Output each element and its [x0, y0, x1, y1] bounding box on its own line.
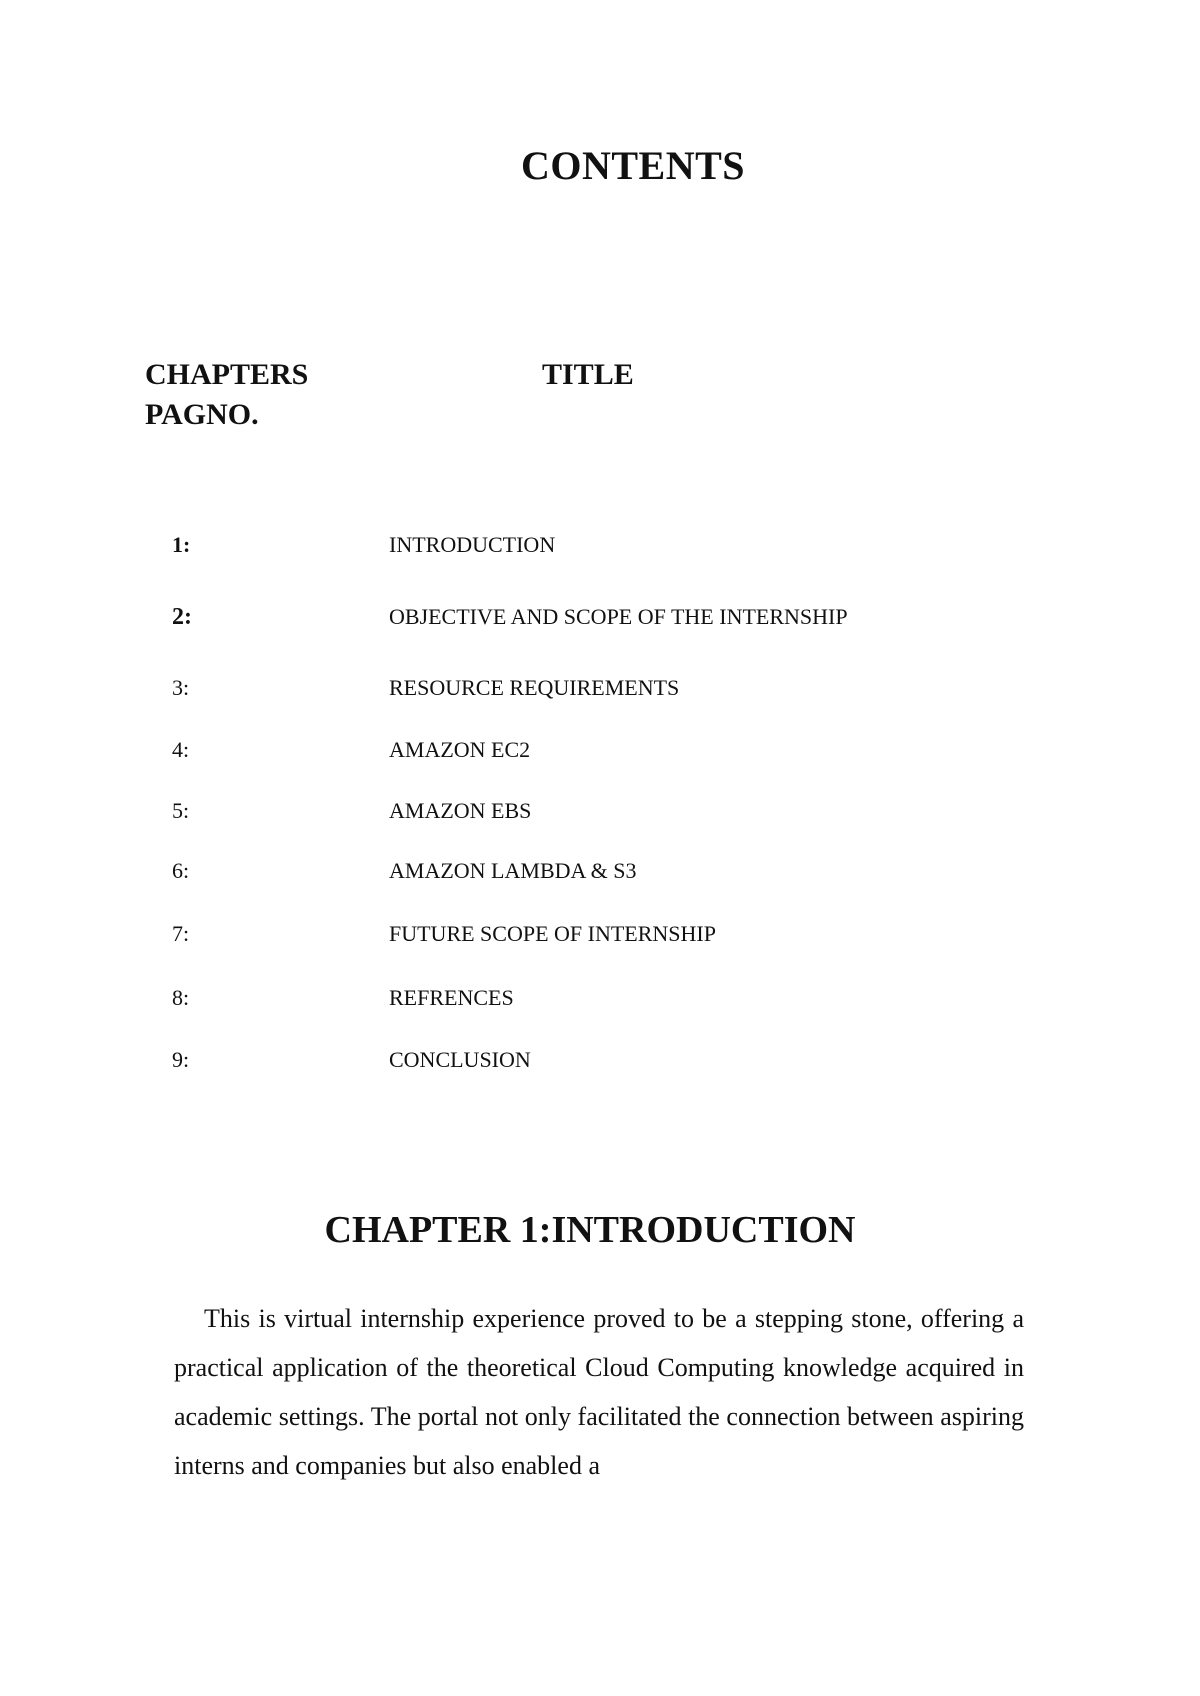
toc-entry-number: 2: — [172, 604, 192, 630]
toc-entry — [0, 604, 1200, 634]
toc-entry-number: 9: — [172, 1047, 190, 1072]
toc-entry — [0, 675, 1200, 705]
toc-entry-number: 6: — [172, 858, 190, 883]
toc-entry-title: OBJECTIVE AND SCOPE OF THE INTERNSHIP — [389, 604, 848, 629]
toc-entry-number: 1: — [172, 532, 191, 557]
toc-entry — [0, 737, 1200, 767]
toc-entry-number: 5: — [172, 798, 190, 823]
toc-entry-title: AMAZON EBS — [389, 798, 532, 823]
toc-entry — [0, 985, 1200, 1015]
toc-entry-number: 7: — [172, 921, 190, 946]
toc-entry — [0, 858, 1200, 888]
toc-entry-number: 3: — [172, 675, 190, 700]
chapter-heading: CHAPTER 1:INTRODUCTION — [324, 1209, 856, 1251]
toc-entry-title: INTRODUCTION — [389, 532, 556, 557]
header-page-no: PAGNO. — [145, 398, 259, 431]
toc-entry-title: RESOURCE REQUIREMENTS — [389, 675, 680, 700]
toc-entry — [0, 921, 1200, 951]
toc-entry — [0, 532, 1200, 562]
toc-entry — [0, 798, 1200, 828]
header-chapters: CHAPTERS — [145, 358, 309, 391]
toc-entry-title: FUTURE SCOPE OF INTERNSHIP — [389, 921, 716, 946]
toc-entry-title: REFRENCES — [389, 985, 514, 1010]
header-title: TITLE — [542, 358, 634, 391]
toc-entry-title: AMAZON LAMBDA & S3 — [389, 858, 637, 883]
toc-entry-number: 8: — [172, 985, 190, 1010]
body-paragraph: This is virtual internship experience proved to be a stepping stone, offering a practical application of the theoretical Cloud Computing knowledge acquired in academic settings. The portal not only facilitated the connection between aspiring interns and companies but also enabled a — [174, 1304, 1024, 1480]
toc-entry-title: CONCLUSION — [389, 1047, 531, 1072]
contents-title: CONTENTS — [520, 143, 746, 188]
toc-entry — [0, 1047, 1200, 1077]
toc-entry-title: AMAZON EC2 — [389, 737, 531, 762]
toc-entry-number: 4: — [172, 737, 190, 762]
